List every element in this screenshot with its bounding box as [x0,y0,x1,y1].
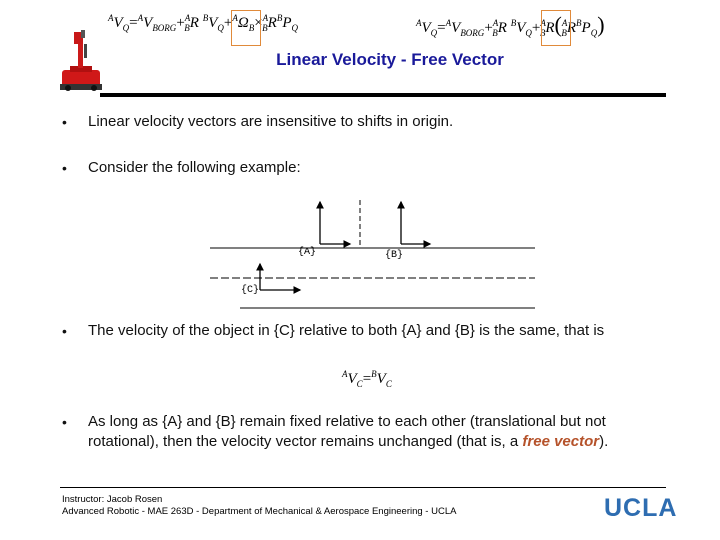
slide-title: Linear Velocity - Free Vector [276,50,504,69]
result-equation: $^AV_C=^BV_C$ [342,369,392,389]
footer-instructor: Instructor: Jacob Rosen [62,494,163,505]
frame-a-label: {A} [298,247,317,258]
bullet-text-4-main: As long as {A} and {B} remain fixed relative to each other (translational but not rotational), then the velocity vector remains unchanged (that is, a [88,413,606,450]
kinematics-equation-right: $^AV_Q=^AV_{BORG}+^A_BR$ $^BV_Q+^A_BR(^A_BR^BP_Q)$ [416,12,605,38]
highlight-box-right [541,10,571,46]
bullet-text-2: Consider the following example: [88,159,301,176]
ucla-logo: UCLA [604,494,678,522]
bullet-marker: • [62,160,67,176]
bullet-text-4-end: ). [599,433,609,450]
free-vector-emphasis: free vector [522,433,600,450]
highlight-box-left [231,10,261,46]
kinematics-equation-left: $^AV_Q=^AV_{BORG}+^A_BR$ $^BV_Q+^A\Omega_B\times^A_BR^BP_Q$ [108,13,299,33]
footer-course: Advanced Robotic - MAE 263D - Department of Mechanical & Aerospace Engineering - UCLA [62,506,457,517]
frames-diagram [200,196,540,314]
footer-divider [60,487,666,488]
bullet-text-3: The velocity of the object in {C} relative to both {A} and {B} is the same, that is [88,322,605,339]
frame-c-label: {C} [241,285,260,296]
footer-credits [62,494,456,518]
bullet-text-1: Linear velocity vectors are insensitive to shifts in origin. [88,113,454,130]
bullet-marker: • [62,323,67,339]
frame-b-label: {B} [385,250,404,261]
bullet-marker: • [62,114,67,130]
bullet-text-4 [88,412,668,452]
robot-icon [58,28,104,94]
bullet-marker: • [62,414,67,430]
title-divider [100,93,666,97]
